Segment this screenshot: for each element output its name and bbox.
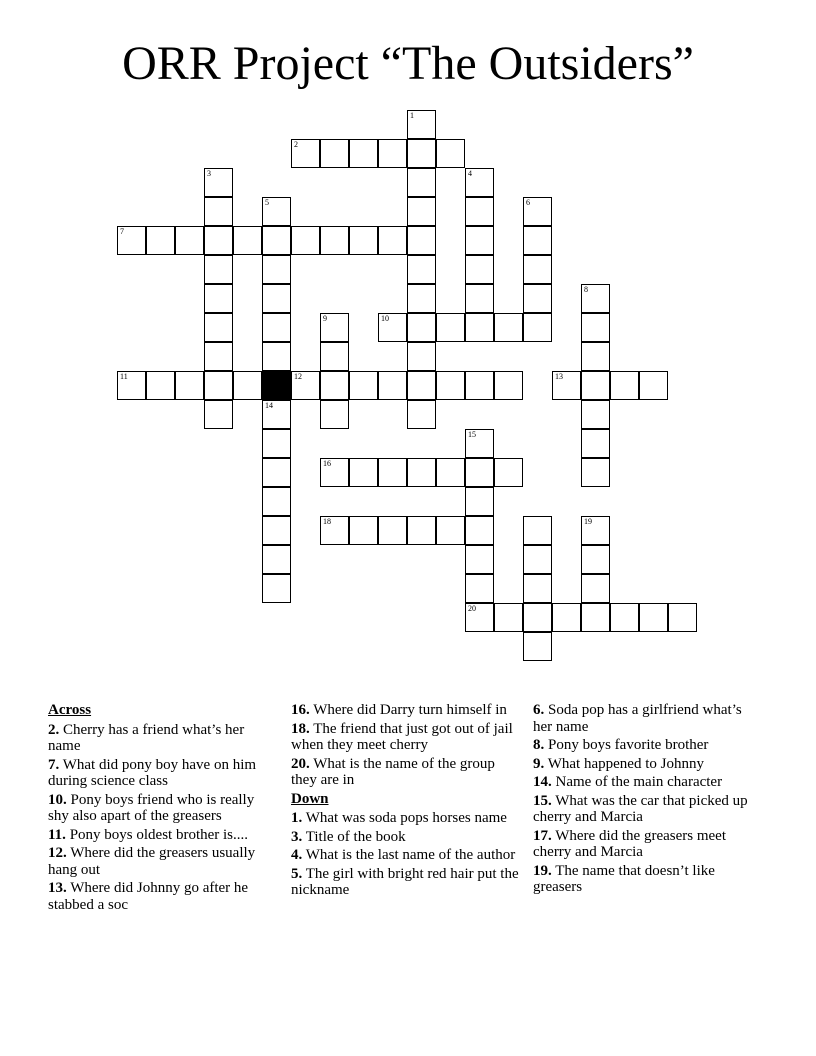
grid-cell[interactable] <box>465 429 494 458</box>
clue-number: 19. <box>533 862 552 879</box>
clue-down-1 <box>291 810 519 827</box>
clue-number: 20. <box>291 755 310 772</box>
grid-cell[interactable] <box>262 458 291 487</box>
grid-cell[interactable] <box>262 313 291 342</box>
clue-across-12 <box>48 845 276 878</box>
grid-cell[interactable] <box>465 516 494 545</box>
clue-text: Where did the greasers meet cherry and Marcia <box>533 827 726 860</box>
clue-text: What did pony boy have on him during science class <box>48 756 257 789</box>
grid-cell[interactable] <box>552 371 581 400</box>
cell-number: 20 <box>468 604 476 613</box>
grid-cell[interactable] <box>320 342 349 371</box>
grid-cell[interactable] <box>465 197 494 226</box>
grid-cell[interactable] <box>233 226 262 255</box>
grid-cell[interactable] <box>465 168 494 197</box>
grid-cell[interactable] <box>320 458 349 487</box>
grid-cell[interactable] <box>494 313 523 342</box>
black-cell <box>262 371 291 400</box>
grid-cell[interactable] <box>552 603 581 632</box>
grid-cell[interactable] <box>436 313 465 342</box>
grid-cell[interactable] <box>204 226 233 255</box>
grid-cell[interactable] <box>465 226 494 255</box>
clue-number: 18. <box>291 720 310 737</box>
clue-text: What is the name of the group they are in <box>291 755 495 788</box>
down-header: Down <box>291 790 329 807</box>
grid-cell[interactable] <box>407 139 436 168</box>
grid-cell[interactable] <box>204 284 233 313</box>
clue-across-10 <box>48 792 276 825</box>
cell-number: 3 <box>207 169 211 178</box>
clues-column-3 <box>533 702 761 898</box>
grid-cell[interactable] <box>465 603 494 632</box>
clue-across-11 <box>48 827 276 844</box>
grid-cell[interactable] <box>494 603 523 632</box>
grid-cell[interactable] <box>581 603 610 632</box>
cell-number: 13 <box>555 372 563 381</box>
cell-number: 11 <box>120 372 128 381</box>
grid-cell[interactable] <box>581 342 610 371</box>
grid-cell[interactable] <box>349 371 378 400</box>
cell-number: 19 <box>584 517 592 526</box>
clue-text: Where did Darry turn himself in <box>313 702 507 718</box>
clue-down-19 <box>533 863 761 896</box>
clue-across-2 <box>48 722 276 755</box>
clue-text: The girl with bright red hair put the nickname <box>291 865 519 898</box>
grid-cell[interactable] <box>291 226 320 255</box>
grid-cell[interactable] <box>262 197 291 226</box>
grid-cell[interactable] <box>465 574 494 603</box>
grid-cell[interactable] <box>407 400 436 429</box>
grid-cell[interactable] <box>320 371 349 400</box>
grid-cell[interactable] <box>581 574 610 603</box>
clues-column-2 <box>291 702 519 901</box>
grid-cell[interactable] <box>465 284 494 313</box>
grid-cell[interactable] <box>523 632 552 661</box>
clue-across-16 <box>291 702 519 719</box>
clue-number: 12. <box>48 845 67 861</box>
grid-cell[interactable] <box>465 371 494 400</box>
cell-number: 5 <box>265 198 269 207</box>
clue-number: 17. <box>533 827 552 844</box>
grid-cell[interactable] <box>436 371 465 400</box>
clue-down-5 <box>291 866 519 899</box>
grid-cell[interactable] <box>204 197 233 226</box>
clue-text: Cherry has a friend what’s her name <box>48 721 245 754</box>
grid-cell[interactable] <box>378 371 407 400</box>
grid-cell[interactable] <box>378 458 407 487</box>
cell-number: 12 <box>294 372 302 381</box>
grid-cell[interactable] <box>262 284 291 313</box>
grid-cell[interactable] <box>494 371 523 400</box>
cell-number: 18 <box>323 517 331 526</box>
cell-number: 16 <box>323 459 331 468</box>
grid-cell[interactable] <box>262 574 291 603</box>
grid-cell[interactable] <box>320 516 349 545</box>
clue-text: Pony boys friend who is really shy also apart of the greasers <box>48 791 255 824</box>
grid-cell[interactable] <box>494 458 523 487</box>
grid-cell[interactable] <box>581 371 610 400</box>
grid-cell[interactable] <box>639 371 668 400</box>
grid-cell[interactable] <box>262 429 291 458</box>
grid-cell[interactable] <box>436 458 465 487</box>
grid-cell[interactable] <box>349 458 378 487</box>
grid-cell[interactable] <box>320 226 349 255</box>
clue-number: 9. <box>533 755 545 772</box>
grid-cell[interactable] <box>204 371 233 400</box>
grid-cell[interactable] <box>523 516 552 545</box>
clue-number: 8. <box>533 737 545 753</box>
clue-text: Soda pop has a girlfriend what’s her name <box>533 702 742 735</box>
grid-cell[interactable] <box>204 313 233 342</box>
clue-number: 14. <box>533 774 552 790</box>
grid-cell[interactable] <box>465 458 494 487</box>
grid-cell[interactable] <box>523 574 552 603</box>
clue-down-3 <box>291 829 519 846</box>
grid-cell[interactable] <box>349 226 378 255</box>
clue-number: 11. <box>48 826 66 843</box>
clue-number: 7. <box>48 756 60 773</box>
grid-cell[interactable] <box>407 226 436 255</box>
grid-cell[interactable] <box>407 284 436 313</box>
grid-cell[interactable] <box>581 400 610 429</box>
grid-cell[interactable] <box>204 255 233 284</box>
cell-number: 4 <box>468 169 472 178</box>
grid-cell[interactable] <box>523 545 552 574</box>
clue-across-13 <box>48 880 276 913</box>
grid-cell[interactable] <box>523 226 552 255</box>
grid-cell[interactable] <box>581 284 610 313</box>
clue-number: 15. <box>533 792 552 809</box>
grid-cell[interactable] <box>320 400 349 429</box>
clue-number: 2. <box>48 721 60 738</box>
cell-number: 8 <box>584 285 588 294</box>
grid-cell[interactable] <box>320 313 349 342</box>
clue-text: Pony boys favorite brother <box>548 737 709 753</box>
grid-cell[interactable] <box>465 313 494 342</box>
grid-cell[interactable] <box>581 516 610 545</box>
grid-cell[interactable] <box>204 342 233 371</box>
clue-across-20 <box>291 756 519 789</box>
clue-down-9 <box>533 756 761 773</box>
clue-across-7 <box>48 757 276 790</box>
grid-cell[interactable] <box>175 226 204 255</box>
grid-cell[interactable] <box>407 110 436 139</box>
clue-number: 4. <box>291 847 303 863</box>
grid-cell[interactable] <box>639 603 668 632</box>
cell-number: 9 <box>323 314 327 323</box>
grid-cell[interactable] <box>465 487 494 516</box>
clue-text: What happened to Johnny <box>547 755 704 772</box>
clue-text: Pony boys oldest brother is.... <box>69 826 249 843</box>
grid-cell[interactable] <box>407 255 436 284</box>
grid-cell[interactable] <box>407 458 436 487</box>
grid-cell[interactable] <box>262 516 291 545</box>
grid-cell[interactable] <box>378 139 407 168</box>
grid-cell[interactable] <box>378 226 407 255</box>
grid-cell[interactable] <box>291 371 320 400</box>
grid-cell[interactable] <box>581 429 610 458</box>
cell-number: 10 <box>381 314 389 323</box>
grid-cell[interactable] <box>581 313 610 342</box>
clue-text: Where did Johnny go after he stabbed a soc <box>48 880 249 913</box>
grid-cell[interactable] <box>436 139 465 168</box>
grid-cell[interactable] <box>610 603 639 632</box>
cell-number: 7 <box>120 227 124 236</box>
clue-across-18 <box>291 721 519 754</box>
cell-number: 6 <box>526 198 530 207</box>
clue-text: What was the car that picked up cherry and Marcia <box>533 792 748 825</box>
clue-number: 6. <box>533 702 545 718</box>
grid-cell[interactable] <box>610 371 639 400</box>
grid-cell[interactable] <box>320 139 349 168</box>
grid-cell[interactable] <box>146 371 175 400</box>
grid-cell[interactable] <box>523 284 552 313</box>
grid-cell[interactable] <box>378 313 407 342</box>
clue-down-4 <box>291 847 519 864</box>
grid-cell[interactable] <box>465 545 494 574</box>
clue-down-17 <box>533 828 761 861</box>
clues-column-1 <box>48 702 276 915</box>
clue-number: 5. <box>291 865 303 882</box>
grid-cell[interactable] <box>204 400 233 429</box>
clue-down-6 <box>533 702 761 735</box>
grid-cell[interactable] <box>436 516 465 545</box>
grid-cell[interactable] <box>262 545 291 574</box>
grid-cell[interactable] <box>262 400 291 429</box>
cell-number: 1 <box>410 111 414 120</box>
clue-number: 13. <box>48 880 67 896</box>
clue-text: What is the last name of the author <box>305 847 516 863</box>
grid-cell[interactable] <box>668 603 697 632</box>
clue-text: Title of the book <box>305 828 406 845</box>
grid-cell[interactable] <box>291 139 320 168</box>
clue-down-15 <box>533 793 761 826</box>
clue-text: The name that doesn’t like greasers <box>533 862 715 895</box>
grid-cell[interactable] <box>262 487 291 516</box>
grid-cell[interactable] <box>523 255 552 284</box>
clue-down-8 <box>533 737 761 754</box>
across-header: Across <box>48 702 92 718</box>
grid-cell[interactable] <box>262 255 291 284</box>
clue-text: The friend that just got out of jail when they meet cherry <box>291 720 513 753</box>
clue-down-14 <box>533 774 761 791</box>
clue-number: 10. <box>48 791 67 808</box>
grid-cell[interactable] <box>523 603 552 632</box>
page-title: ORR Project “The Outsiders” <box>122 37 694 90</box>
grid-cell[interactable] <box>204 168 233 197</box>
grid-cell[interactable] <box>523 197 552 226</box>
grid-cell[interactable] <box>407 197 436 226</box>
grid-cell[interactable] <box>581 545 610 574</box>
grid-cell[interactable] <box>262 342 291 371</box>
grid-cell[interactable] <box>465 255 494 284</box>
grid-cell[interactable] <box>349 139 378 168</box>
grid-cell[interactable] <box>262 226 291 255</box>
grid-cell[interactable] <box>349 516 378 545</box>
grid-cell[interactable] <box>407 168 436 197</box>
cell-number: 15 <box>468 430 476 439</box>
cell-number: 14 <box>265 401 273 410</box>
grid-cell[interactable] <box>407 342 436 371</box>
grid-cell[interactable] <box>407 313 436 342</box>
clue-number: 3. <box>291 828 303 845</box>
clue-text: Where did the greasers usually hang out <box>48 845 256 878</box>
grid-cell[interactable] <box>117 371 146 400</box>
clue-text: Name of the main character <box>555 774 723 790</box>
clue-text: What was soda pops horses name <box>305 810 507 826</box>
grid-cell[interactable] <box>117 226 146 255</box>
grid-cell[interactable] <box>407 371 436 400</box>
grid-cell[interactable] <box>175 371 204 400</box>
clue-number: 1. <box>291 810 303 826</box>
grid-cell[interactable] <box>407 516 436 545</box>
clue-number: 16. <box>291 702 310 718</box>
cell-number: 2 <box>294 140 298 149</box>
grid-cell[interactable] <box>233 371 262 400</box>
grid-cell[interactable] <box>378 516 407 545</box>
grid-cell[interactable] <box>523 313 552 342</box>
grid-cell[interactable] <box>581 458 610 487</box>
grid-cell[interactable] <box>146 226 175 255</box>
